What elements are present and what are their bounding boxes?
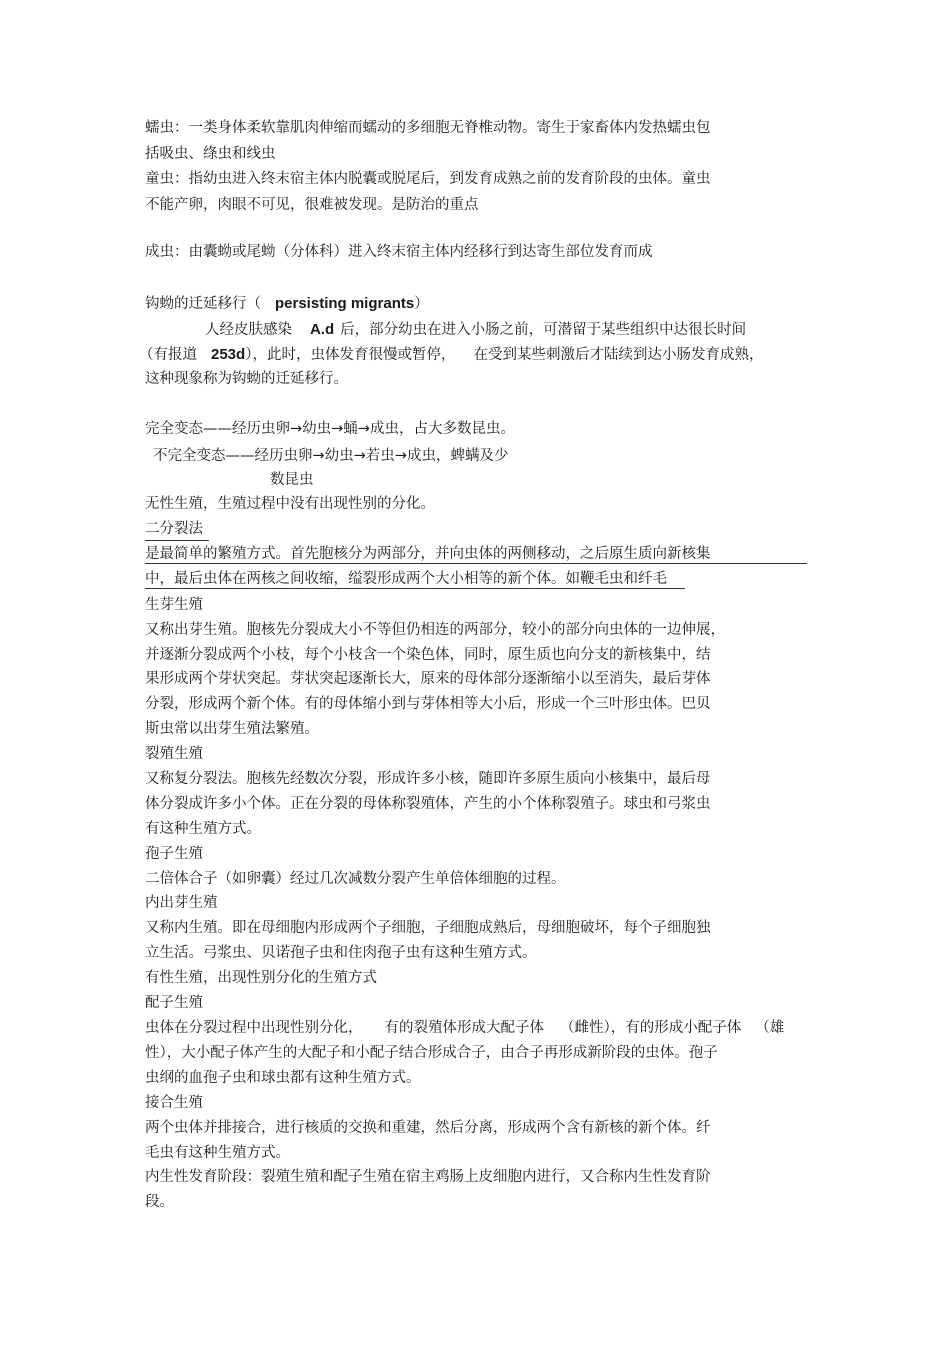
text-line: 斯虫常以出芽生殖法繁殖。: [145, 721, 319, 737]
bold-term: 253d: [211, 346, 246, 363]
text-span: 在受到某些刺激后才陆续到达小肠发育成熟，: [473, 347, 764, 363]
text-line: [145, 1019, 784, 1037]
section-heading: 裂殖生殖: [145, 746, 203, 762]
text-line: 无性生殖，生殖过程中没有出现性别的分化。: [145, 496, 435, 512]
text-line: 立生活。弓浆虫、贝诺孢子虫和住肉孢子虫有这种生殖方式。: [145, 945, 537, 961]
underline: [145, 588, 685, 589]
text-span: （雄: [755, 1020, 785, 1036]
text-line: 不完全变态——经历虫卵→幼虫→若虫→成虫，蜱螨及少: [153, 448, 509, 464]
text-line: 内生性发育阶段：裂殖生殖和配子生殖在宿主鸡肠上皮细胞内进行，又合称内生性发育阶: [145, 1169, 711, 1185]
text-line: 两个虫体并排接合，进行核质的交换和重建，然后分离，形成两个含有新核的新个体。纤: [145, 1120, 711, 1136]
text-line: 括吸虫、绦虫和线虫: [145, 146, 276, 162]
text-line: 又称出芽生殖。胞核先分裂成大小不等但仍相连的两部分，较小的部分向虫体的一边伸展，: [145, 622, 725, 638]
text-line: 蠕虫：一类身体柔软靠肌肉伸缩而蠕动的多细胞无脊椎动物。寄生于家畜体内发热蠕虫包: [145, 120, 711, 136]
text-span: 虫体在分裂过程中出现性别分化，: [145, 1020, 363, 1036]
text-span: 钩蚴的迁延移行（: [145, 296, 261, 312]
text-line: 二倍体合子（如卵囊）经过几次减数分裂产生单倍体细胞的过程。: [145, 871, 566, 887]
bold-term: A.d: [310, 321, 335, 338]
text-line: 完全变态——经历虫卵→幼虫→蛹→成虫，占大多数昆虫。: [145, 421, 515, 437]
text-line: [139, 346, 763, 364]
underline: [145, 563, 807, 564]
text-line: 果形成两个芽状突起。芽状突起逐渐长大，原来的母体部分逐渐缩小以至消失，最后芽体: [145, 671, 711, 687]
text-line: 这种现象称为钩蚴的迁延移行。: [145, 371, 348, 387]
text-line: 毛虫有这种生殖方式。: [145, 1145, 290, 1161]
text-line: 是最简单的繁殖方式。首先胞核分为两部分，并向虫体的两侧移动，之后原生质向新核集: [145, 546, 711, 562]
text-span: 后，部分幼虫在进入小肠之前，可潜留于某些组织中达很长时间: [340, 322, 747, 338]
text-line: 又称复分裂法。胞核先经数次分裂，形成许多小核，随即许多原生质向小核集中，最后母: [145, 771, 711, 787]
section-heading: 配子生殖: [145, 995, 203, 1011]
text-line: 成虫：由囊蚴或尾蚴（分体科）进入终末宿主体内经移行到达寄生部位发育而成: [145, 244, 653, 260]
text-line: 体分裂成许多小个体。正在分裂的母体称裂殖体，产生的小个体称裂殖子。球虫和弓浆虫: [145, 796, 711, 812]
text-line: [205, 321, 746, 339]
text-span: ）: [414, 296, 429, 312]
text-line: 并逐渐分裂成两个小枝，每个小枝含一个染色体，同时，原生质也向分支的新核集中，结: [145, 647, 711, 663]
text-span: ），此时，虫体发育很慢或暂停，: [245, 347, 456, 363]
text-line: 分裂，形成两个新个体。有的母体缩小到与芽体相等大小后，形成一个三叶形虫体。巴贝: [145, 696, 711, 712]
text-span: 有的裂殖体形成大配子体: [384, 1020, 544, 1036]
section-heading: 接合生殖: [145, 1095, 203, 1111]
bold-term: persisting migrants: [275, 295, 415, 312]
text-line: 有这种生殖方式。: [145, 821, 261, 837]
underline: [145, 540, 209, 541]
text-line: 中，最后虫体在两核之间收缩，缢裂形成两个大小相等的新个体。如鞭毛虫和纤毛: [145, 571, 667, 587]
text-line: 不能产卵，肉眼不可见，很难被发现。是防治的重点: [145, 197, 479, 213]
text-line: 又称内生殖。即在母细胞内形成两个子细胞，子细胞成熟后，母细胞破坏，每个子细胞独: [145, 920, 711, 936]
section-heading: 二分裂法: [145, 521, 203, 537]
heading-line: [145, 295, 429, 313]
text-span: 人经皮肤感染: [205, 322, 292, 338]
section-heading: 生芽生殖: [145, 597, 203, 613]
text-span: （雌性），有的形成小配子体: [560, 1020, 742, 1036]
text-line: 虫纲的血孢子虫和球虫都有这种生殖方式。: [145, 1070, 421, 1086]
text-line: 段。: [145, 1194, 174, 1210]
text-line: 有性生殖，出现性别分化的生殖方式: [145, 970, 377, 986]
text-line: 数昆虫: [270, 472, 314, 488]
section-heading: 孢子生殖: [145, 846, 203, 862]
section-heading: 内出芽生殖: [145, 895, 218, 911]
text-span: （有报道: [139, 347, 197, 363]
text-line: 性），大小配子体产生的大配子和小配子结合形成合子，由合子再形成新阶段的虫体。孢子: [145, 1045, 718, 1061]
text-line: 童虫：指幼虫进入终末宿主体内脱囊或脱尾后，到发育成熟之前的发育阶段的虫体。童虫: [145, 171, 711, 187]
